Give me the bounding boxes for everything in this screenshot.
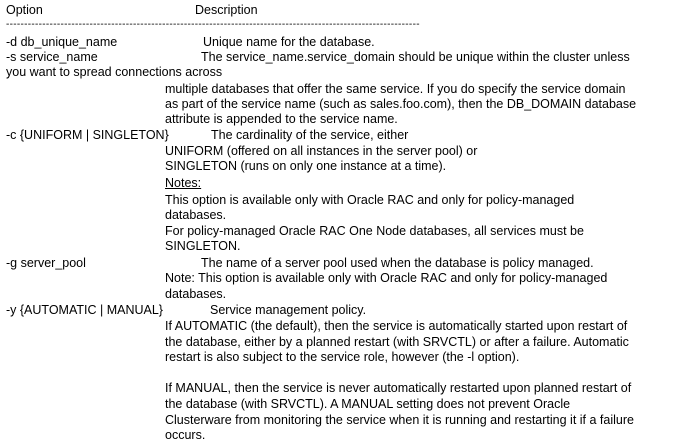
description-line: the database, either by a planned restart (with SRVCTL) or after a failure. Automatic	[165, 335, 629, 349]
description-line: Note: This option is available only with Oracle RAC and only for policy-managed	[165, 271, 608, 285]
description-line: occurs.	[165, 428, 206, 442]
description-line: This option is available only with Oracle RAC and only for policy-managed	[165, 193, 575, 207]
description-line: Unique name for the database.	[203, 35, 375, 49]
description-line: as part of the service name (such as sales.foo.com), then the DB_DOMAIN database	[165, 97, 637, 111]
description-line: The cardinality of the service, either	[211, 128, 409, 142]
description-line: SINGLETON.	[165, 239, 241, 253]
description-line: you want to spread connections across	[6, 65, 223, 79]
description-line: If AUTOMATIC (the default), then the service is automatically started upon restart of	[165, 319, 628, 333]
description-line: Service management policy.	[210, 303, 367, 317]
notes-heading: Notes:	[165, 176, 202, 190]
description-line: attribute is appended to the service name.	[165, 112, 398, 126]
description-line: The name of a server pool used when the database is policy managed.	[201, 256, 594, 270]
description-column-header: Description	[195, 3, 258, 17]
description-line: Clusterware from monitoring the service when it is running and restarting it if a failure	[165, 413, 634, 427]
option-db-unique-name: -d db_unique_name	[6, 35, 118, 49]
description-line: UNIFORM (offered on all instances in the server pool) or	[165, 144, 478, 158]
description-line: multiple databases that offer the same service. If you do specify the service domain	[165, 82, 626, 96]
description-line: the database (with SRVCTL). A MANUAL setting does not prevent Oracle	[165, 397, 571, 411]
description-line: SINGLETON (runs on only one instance at a time).	[165, 159, 447, 173]
option-cardinality: -c {UNIFORM | SINGLETON}	[6, 128, 169, 142]
header-divider: ------------------------------------------------------------------------------------------------------------------	[6, 19, 420, 30]
option-column-header: Option	[6, 3, 43, 17]
description-line: The service_name.service_domain should be unique within the cluster unless	[201, 50, 630, 64]
description-line: restart is also subject to the service role, however (the -l option).	[165, 350, 520, 364]
option-service-name: -s service_name	[6, 50, 98, 64]
description-line: For policy-managed Oracle RAC One Node databases, all services must be	[165, 224, 584, 238]
description-line: databases.	[165, 208, 227, 222]
option-management-policy: -y {AUTOMATIC | MANUAL}	[6, 303, 163, 317]
description-line: databases.	[165, 287, 227, 301]
description-line: If MANUAL, then the service is never automatically restarted upon planned restart of	[165, 381, 632, 395]
option-server-pool: -g server_pool	[6, 256, 86, 270]
